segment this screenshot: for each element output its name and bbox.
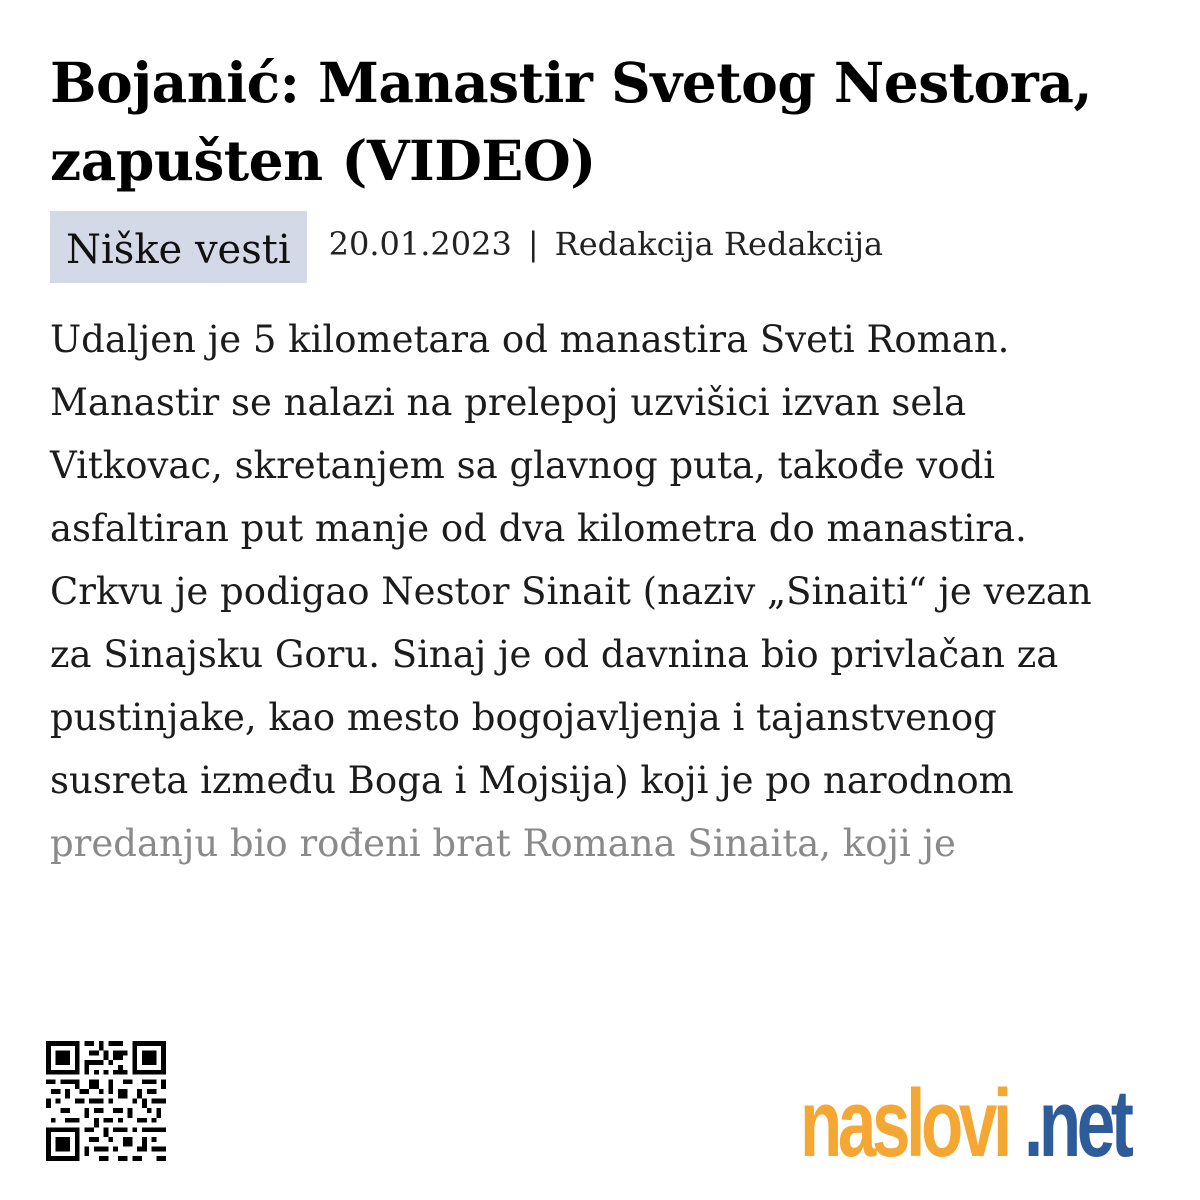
body-line: susreta između Boga i Mojsija) koji je po narodnom — [50, 759, 1014, 802]
body-line: za Sinajsku Goru. Sinaj je od davnina bio privlačan za — [50, 633, 1059, 676]
body-line: Vitkovac, skretanjem sa glavnog puta, takođe vodi — [50, 444, 996, 487]
article-author[interactable]: Redakcija Redakcija — [554, 225, 884, 263]
body-line: pustinjake, kao mesto bogojavljenja i tajanstvenog — [50, 696, 997, 739]
body-line: Manastir se nalazi na prelepoj uzvišici izvan sela — [50, 381, 967, 424]
category-badge[interactable]: Niške vesti — [50, 211, 307, 283]
article-date: 20.01.2023 — [328, 225, 512, 263]
meta-info — [329, 225, 883, 263]
body-line: asfaltiran put manje od dva kilometra do manastira. — [50, 507, 1027, 550]
body-line: Crkvu je podigao Nestor Sinait (naziv „Sinaiti“ je vezan — [50, 570, 1092, 613]
body-line: Udaljen je 5 kilometara od manastira Sveti Roman. — [50, 318, 1010, 361]
site-logo[interactable] — [800, 1062, 1130, 1177]
logo-naslovi-text: naslovi — [800, 1070, 1008, 1177]
body-line-faded: predanju bio rođeni brat Romana Sinaita, koji je — [50, 822, 956, 865]
article-meta — [50, 211, 883, 283]
qr-code-icon[interactable] — [46, 1038, 166, 1164]
article-title: Bojanić: Manastir Svetog Nestora, zapušten (VIDEO) — [50, 50, 1093, 193]
article-body — [50, 308, 1160, 875]
logo-net-text: .net — [1024, 1070, 1130, 1177]
meta-separator: | — [527, 225, 539, 263]
